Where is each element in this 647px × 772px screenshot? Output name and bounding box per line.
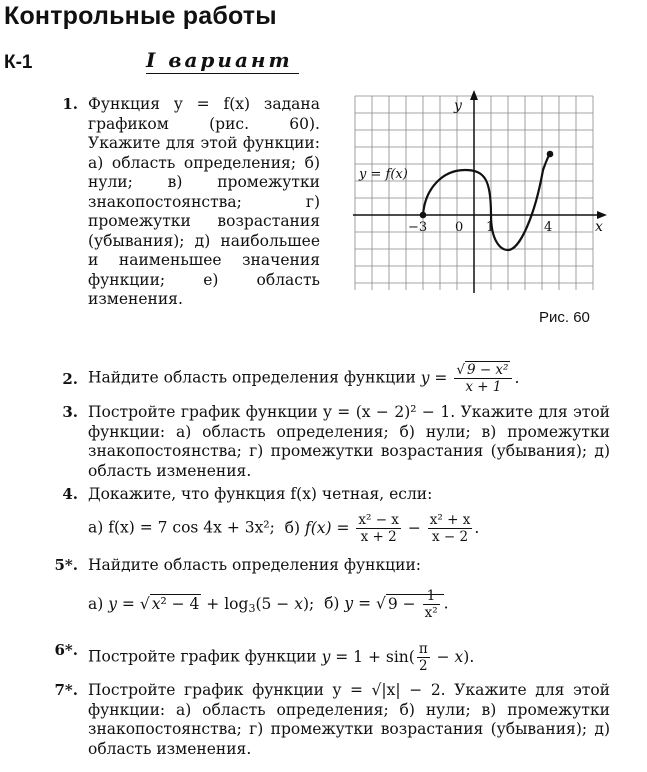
task-4-part-b: б) f(x) = $\frac{\text{x² − x}}{x + 2}$ − $\frac{\text{x² + x}}{x - 2}$ . (284, 512, 480, 545)
curve-start-point (420, 212, 427, 219)
tick-minus-3: −3 (408, 220, 428, 235)
task-2-formula: y = $\frac{\text{√ 9 − x²}}{x + 1}$ . (420, 362, 520, 395)
tick-0: 0 (455, 220, 464, 235)
task-6-formula: y = 1 + sin( $\frac{\pi}{2}$ − x). (321, 641, 475, 674)
y-axis-arrow (470, 90, 478, 100)
task-5-text: Найдите область определения функции: (88, 556, 421, 574)
function-label: y = f(x) (359, 167, 408, 182)
task-1-number: 1. (62, 95, 78, 113)
tick-4: 4 (544, 220, 553, 235)
task-2-text: Найдите область определения функции (88, 368, 416, 387)
work-code: К-1 (4, 52, 33, 73)
task-4-part-a: а) f(x) = 7 cos 4x + 3x²; (88, 518, 275, 537)
variant-heading: I вариант (146, 48, 299, 74)
task-7-text: Постройте график функции y = √|x| − 2. Укажите для этой функции: а) область определения; б) нули; в) промежутки знакопостоянства; г) промежутки возрастания (убывания); д) область изменения. (88, 681, 610, 758)
task-3-text: Постройте график функции y = (x − 2)² − 1. Укажите для этой функции: а) область определения; б) нули; в) промежутки знакопостоянства; г) промежутки возрастания (убывания); д) область изменения. (88, 403, 610, 480)
task-1-text: Функция y = f(x) задана графиком (рис. 60). Укажите для этой функции: а) область определения; б) нули; в) промежутки знакопостоянства; г) промежутки возрастания (убывания); д) наибольшее и наименьшее значения функции; е) область изменения. (88, 95, 320, 308)
function-curve (423, 154, 553, 250)
task-7-number: 7*. (54, 681, 78, 699)
x-axis-arrow (597, 211, 607, 219)
task-5-part-a: а) y = √ $x^2 - 4 + \log_3(5 - x)$; (88, 594, 315, 615)
task-5-part-b: б) y = √ 9 − $\frac{1}{\text{x²}}$ . (324, 588, 449, 621)
figure-caption: Рис. 60 (539, 309, 590, 326)
task-5-number: 5*. (54, 556, 78, 574)
function-graph-figure (345, 90, 613, 295)
task-6-number: 6*. (54, 641, 78, 659)
tick-1: 1 (486, 220, 495, 235)
task-4-number: 4. (62, 485, 78, 503)
y-axis-label: y (454, 98, 462, 114)
task-6-text: Постройте график функции (88, 647, 317, 666)
page-title: Контрольные работы (4, 2, 277, 30)
task-2-number: 2. (62, 370, 78, 388)
x-axis-label: x (595, 219, 603, 235)
task-3-number: 3. (62, 403, 78, 421)
task-4-text: Докажите, что функция f(x) четная, если: (88, 485, 433, 503)
curve-end-point (547, 151, 554, 158)
